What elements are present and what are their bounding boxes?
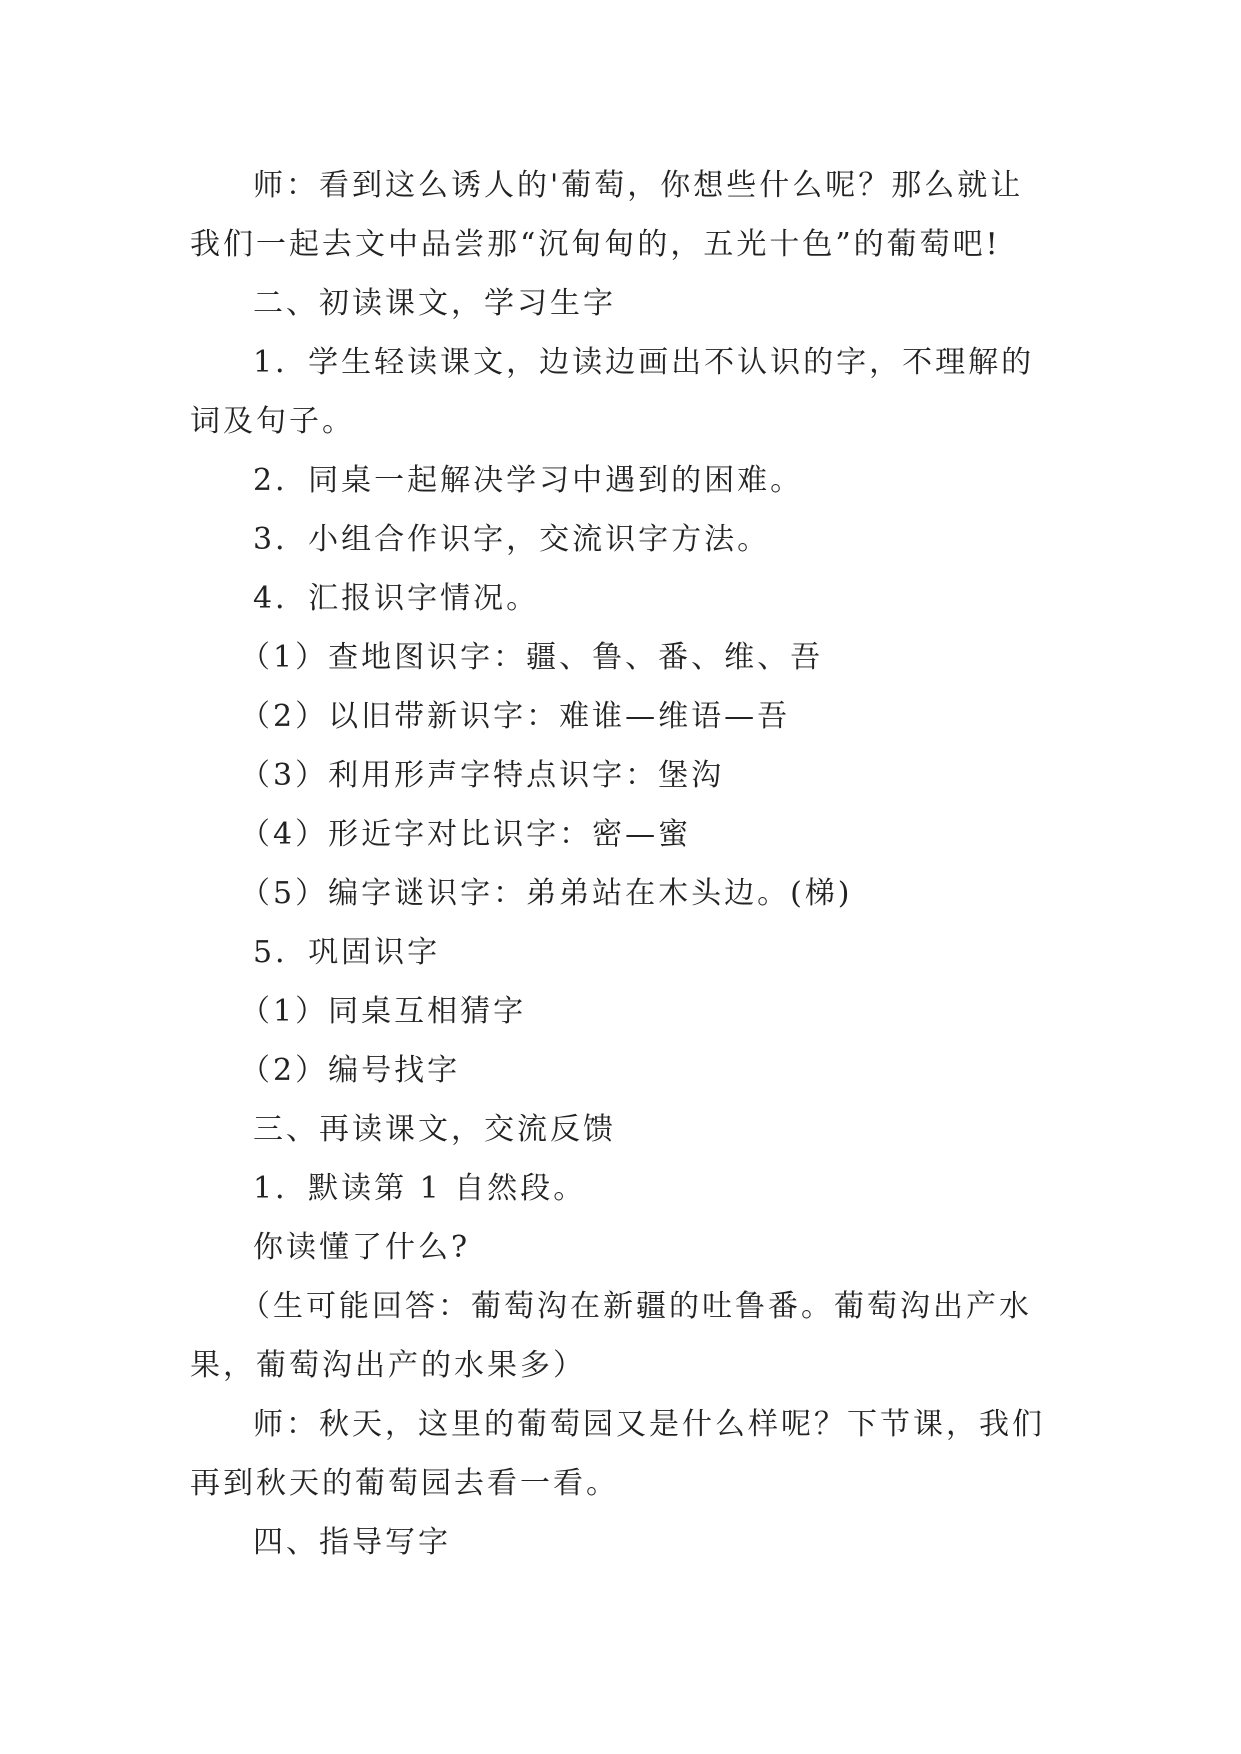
document-body xyxy=(190,156,1050,1572)
sub-item-4-4: （4）形近字对比识字：密—蜜 xyxy=(240,817,692,852)
possible-answer: （生可能回答：葡萄沟在新疆的吐鲁番。葡萄沟出产水果，葡萄沟出产的水果多） xyxy=(190,1289,1032,1383)
heading-section-4: 四、指导写字 xyxy=(253,1525,451,1560)
heading-section-2: 二、初读课文，学习生字 xyxy=(253,286,616,321)
list-item-silent-reading: 1．默读第 1 自然段。 xyxy=(253,1171,587,1206)
list-item-3: 3．小组合作识字，交流识字方法。 xyxy=(253,522,771,557)
list-item-2: 2．同桌一起解决学习中遇到的困难。 xyxy=(253,463,804,498)
paragraph-teacher-intro: 师：看到这么诱人的'葡萄，你想些什么呢？那么就让我们一起去文中品尝那“沉甸甸的，五光十色”的葡萄吧! xyxy=(190,168,1024,262)
sub-item-5-1: （1）同桌互相猜字 xyxy=(240,994,527,1029)
heading-section-3: 三、再读课文，交流反馈 xyxy=(253,1112,616,1147)
sub-item-5-2: （2）编号找字 xyxy=(240,1053,461,1088)
paragraph-teacher-autumn: 师：秋天，这里的葡萄园又是什么样呢？下节课，我们再到秋天的葡萄园去看一看。 xyxy=(190,1407,1045,1501)
sub-item-4-5: （5）编字谜识字：弟弟站在木头边。(梯) xyxy=(240,876,853,911)
sub-item-4-1: （1）查地图识字：疆、鲁、番、维、吾 xyxy=(240,640,824,675)
list-item-4: 4．汇报识字情况。 xyxy=(253,581,540,616)
list-item-5: 5．巩固识字 xyxy=(253,935,441,970)
list-item-1: 1．学生轻读课文，边读边画出不认识的字，不理解的词及句子。 xyxy=(190,345,1035,439)
question-text: 你读懂了什么? xyxy=(253,1230,471,1265)
sub-item-4-2: （2）以旧带新识字：难谁—维语—吾 xyxy=(240,699,791,734)
sub-item-4-3: （3）利用形声字特点识字：堡沟 xyxy=(240,758,725,793)
